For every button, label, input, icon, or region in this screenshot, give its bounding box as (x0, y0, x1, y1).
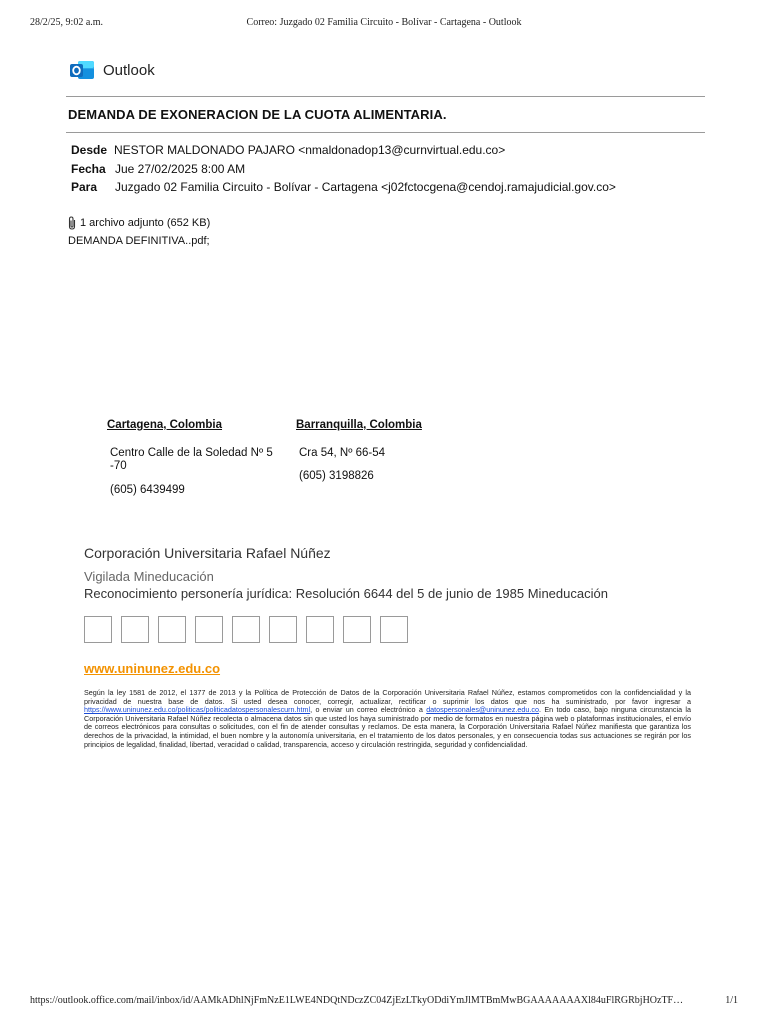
office-city: Cartagena, Colombia (107, 419, 223, 431)
privacy-policy-link[interactable]: https://www.uninunez.edu.co/politicas/politicadatospersonalescurn.html (84, 705, 311, 715)
attachment-file-link[interactable]: DEMANDA DEFINITIVA..pdf; (68, 235, 210, 247)
attachment-summary-row[interactable] (67, 216, 210, 230)
date-row (71, 162, 245, 176)
website-link[interactable]: www.uninunez.edu.co (84, 661, 221, 676)
broken-image-icon[interactable] (84, 616, 112, 643)
print-header (30, 17, 738, 31)
broken-image-icon[interactable] (121, 616, 149, 643)
attachment-summary: 1 archivo adjunto (652 KB) (80, 217, 211, 229)
email-subject: DEMANDA DE EXONERACION DE LA CUOTA ALIMENTARIA. (68, 107, 447, 122)
to-value[interactable]: Juzgado 02 Familia Circuito - Bolívar - Cartagena <j02fctocgena@cendoj.ramajudicial.gov.co> (115, 180, 616, 194)
disclaimer-text: Según la ley 1581 de 2012, el 1377 de 2013 y la Política de Protección de Datos de la Corporación Universitaria Rafael Núñez, estamos comprometidos con la confidencialidad y la privacidad de nuestra base de datos. Si usted desea conocer, corregir, actualizar, rectificar o suprimir los datos que nos ha suministrado, por favor ingresar a (84, 688, 691, 706)
broken-image-icon[interactable] (158, 616, 186, 643)
divider (66, 132, 705, 133)
office-address: Cra 54, Nº 66-54 (299, 447, 386, 459)
disclaimer-text: , o enviar un correo electrónico a (310, 705, 427, 715)
from-row (71, 143, 505, 157)
organization-name: Corporación Universitaria Rafael Núñez (84, 545, 331, 561)
office-phone: (605) 3198826 (299, 470, 374, 482)
app-name: Outlook (103, 61, 155, 79)
print-title: Correo: Juzgado 02 Familia Circuito - Bolívar - Cartagena - Outlook (246, 17, 522, 28)
privacy-email-link[interactable]: datospersonales@uninunez.edu.co (426, 705, 539, 715)
outlook-brand[interactable] (69, 58, 155, 82)
broken-image-icon[interactable] (269, 616, 297, 643)
broken-image-icon[interactable] (232, 616, 260, 643)
broken-image-icon[interactable] (195, 616, 223, 643)
print-footer (30, 995, 738, 1009)
broken-image-icon[interactable] (380, 616, 408, 643)
disclaimer-text: . En todo caso, bajo ninguna circunstancia la Corporación Universitaria Rafael Núñez recolecta o almacena datos sin que usted los haya suministrado por medio de formatos en nuestra página web o plataformas institucionales, el envío de correos electrónicos para consultas o solicitudes, con el fin de atender consultas y reclamos. De esta manera, la Corporación Universitaria Rafael Núñez manifiesta que garantiza los derechos de la privacidad, la intimidad, el buen nombre y la autonomía universitaria, en el tratamiento de los datos personales, y en consecuencia todas sus actuaciones se regirán por los principios de legalidad, finalidad, libertad, veracidad o calidad, transparencia, acceso y circulación restringida, seguridad y confidencialidad. (84, 705, 691, 749)
broken-image-icon[interactable] (343, 616, 371, 643)
date-label: Fecha (71, 162, 106, 176)
office-phone: (605) 6439499 (110, 484, 185, 496)
privacy-disclaimer (84, 689, 691, 749)
to-row (71, 180, 616, 194)
divider (66, 96, 705, 97)
legal-recognition: Reconocimiento personería jurídica: Resolución 6644 del 5 de junio de 1985 Mineducación (84, 586, 608, 601)
from-label: Desde (71, 143, 108, 157)
social-icons-row (84, 616, 408, 643)
outlook-logo-icon (69, 59, 95, 81)
paperclip-icon (67, 216, 77, 230)
to-label: Para (71, 180, 98, 194)
print-date: 28/2/25, 9:02 a.m. (30, 17, 104, 28)
print-url: https://outlook.office.com/mail/inbox/id/AAMkADhlNjFmNzE1LWE4NDQtNDczZC04ZjEzLTkyODdiYmJlMTBmMwBGAAAAAAAXl84uFlRGRbjHOzTF… (30, 995, 684, 1006)
page-number: 1/1 (725, 995, 738, 1006)
date-value: Jue 27/02/2025 8:00 AM (115, 162, 246, 176)
office-address: Centro Calle de la Soledad Nº 5 -70 (110, 447, 273, 472)
supervision-note: Vigilada Mineducación (84, 569, 214, 584)
from-value[interactable]: NESTOR MALDONADO PAJARO <nmaldonadop13@curnvirtual.edu.co> (114, 143, 506, 157)
broken-image-icon[interactable] (306, 616, 334, 643)
office-city: Barranquilla, Colombia (296, 419, 422, 431)
